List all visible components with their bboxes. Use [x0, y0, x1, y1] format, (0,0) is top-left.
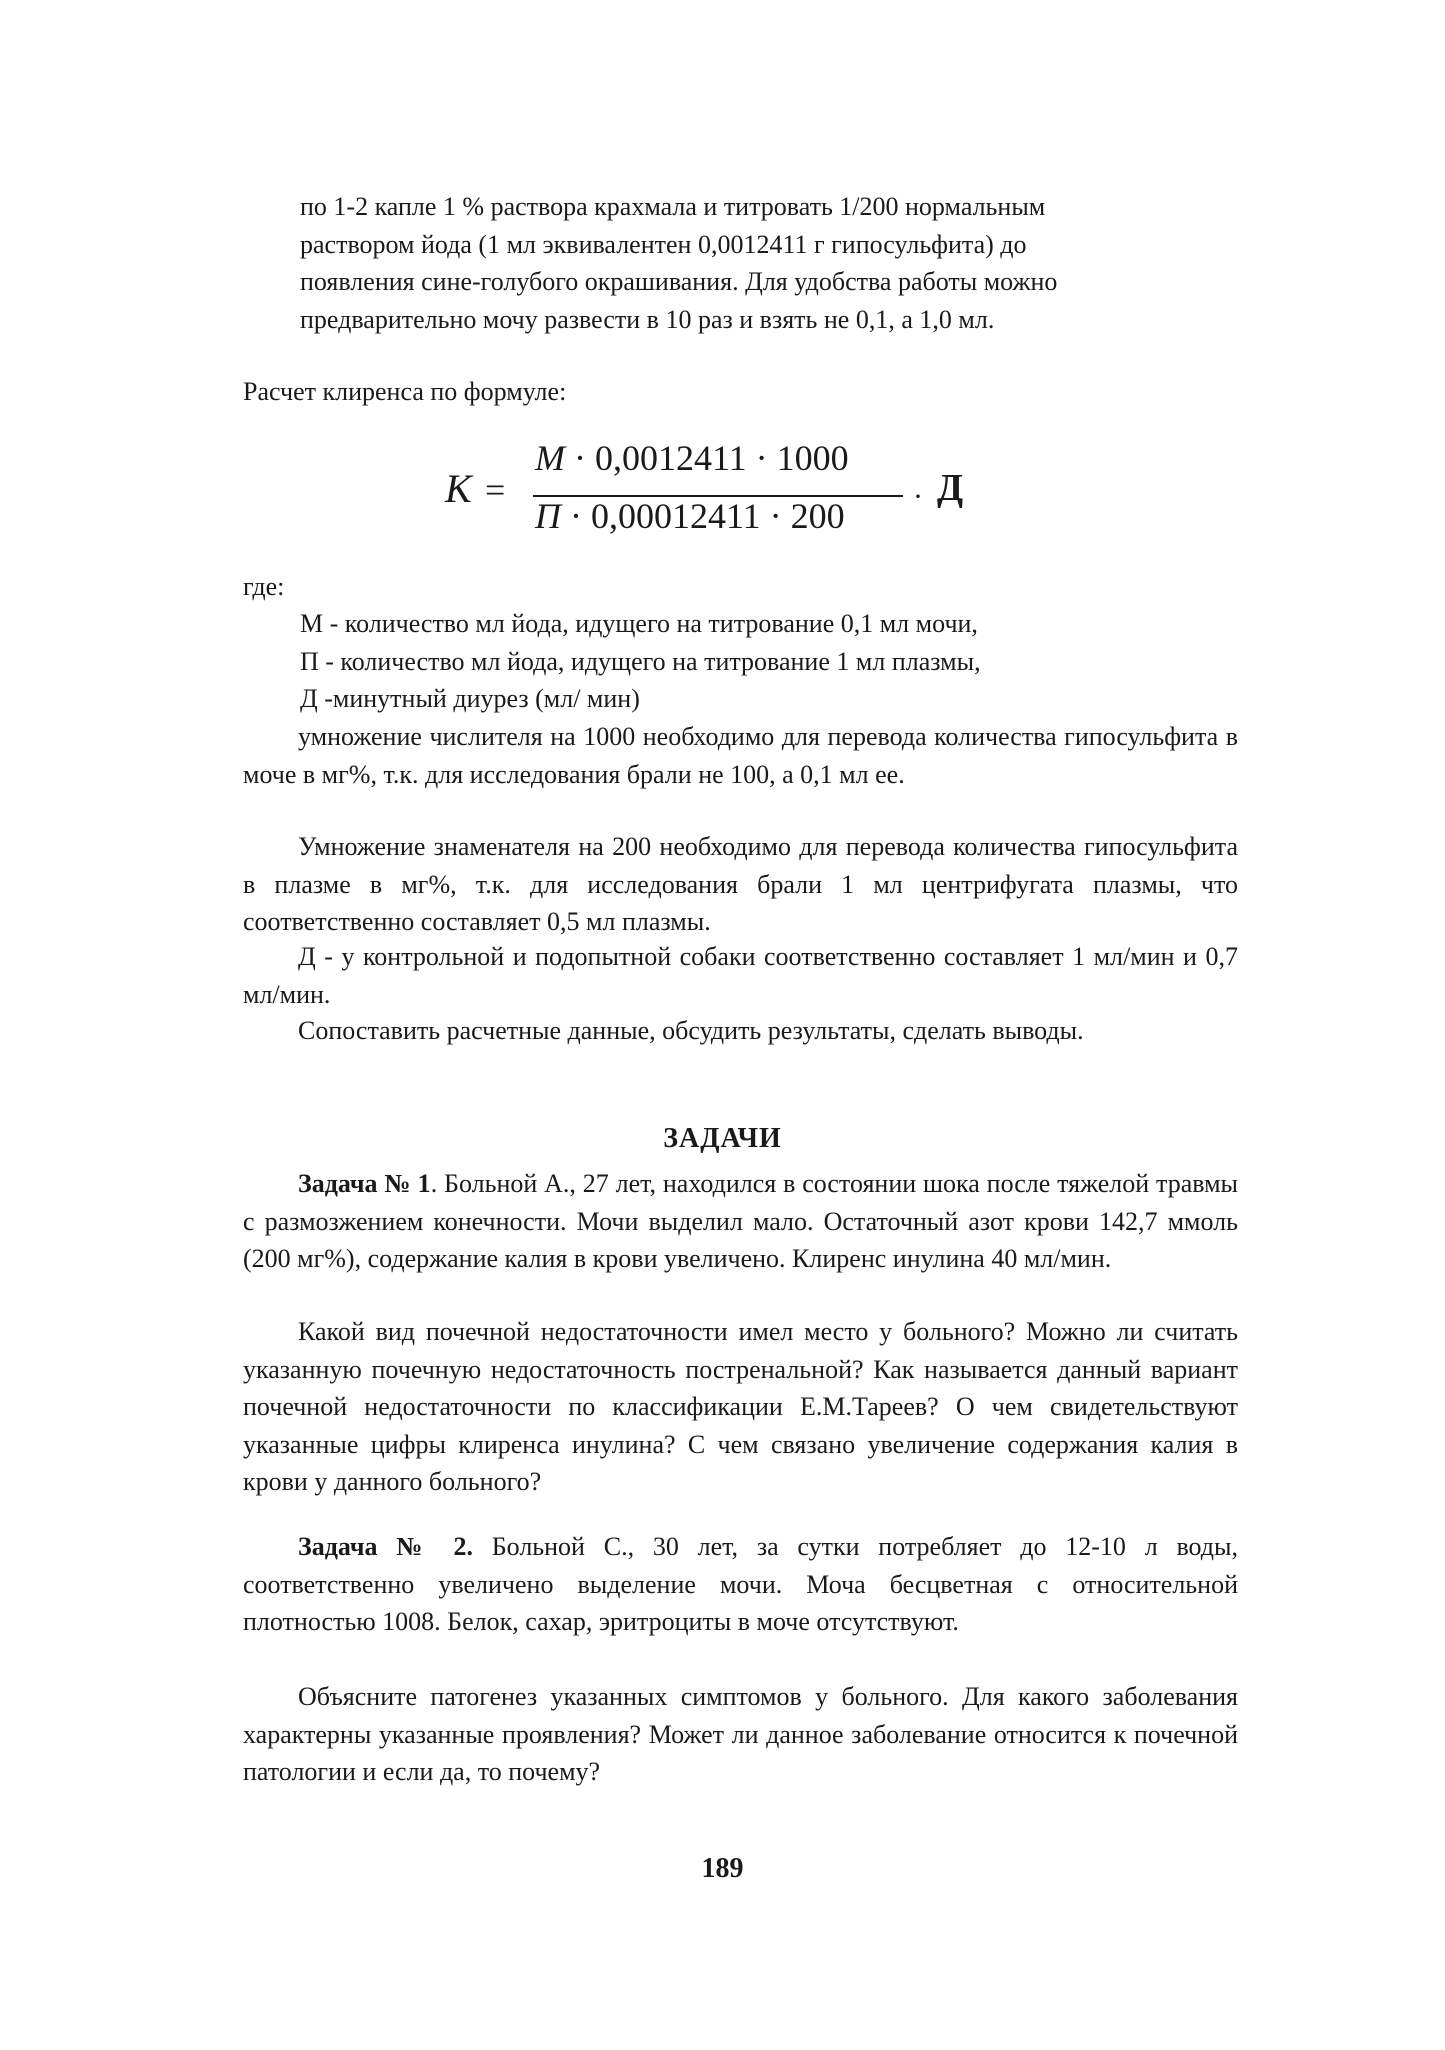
text-line: по 1-2 капле 1 % раствора крахмала и титровать 1/200 нормальным	[300, 192, 1046, 221]
formula-lhs: К	[445, 466, 472, 511]
note-paragraph: Д - у контрольной и подопытной собаки соответственно составляет 1 мл/мин и 0,7 мл/мин.	[243, 942, 1238, 1009]
formula-equals: =	[485, 470, 506, 510]
task-2-questions: Объясните патогенез указанных симптомов у больного. Для какого заболевания характерны указанные проявления? Может ли данное заболевание относится к почечной патологии и если да, то почему?	[243, 1682, 1238, 1786]
note-paragraph: умножение числителя на 1000 необходимо для перевода количества гипосульфита в моче в мг%, т.к. для исследования брали не 100, а 0,1 мл ее.	[243, 722, 1238, 789]
formula-numerator: М · 0,0012411 · 1000	[535, 438, 849, 478]
section-heading: ЗАДАЧИ	[663, 1123, 782, 1154]
text-line: предварительно мочу развести в 10 раз и взять не 0,1, а 1,0 мл.	[300, 304, 995, 334]
task-1-questions: Какой вид почечной недостаточности имел место у больного? Можно ли считать указанную почечную недостаточность постренальной? Как называется данный вариант почечной недостаточности по классификации Е.М.Тареев? О чем свидетельствуют указанные цифры клиренса инулина? С чем связано увеличение содержания калия в крови у данного больного?	[243, 1317, 1238, 1496]
task-2-paragraph: Задача № 2. Больной С., 30 лет, за сутки потребляет до 12-10 л воды, соответственно увеличено выделение мочи. Моча бесцветная с относительной плотностью 1008. Белок, сахар, эритроциты в моче отсутствуют.	[243, 1532, 1239, 1636]
continuation-paragraph	[300, 188, 1240, 338]
legend-item: М - количество мл йода, идущего на титрование 0,1 мл мочи,	[300, 609, 978, 638]
text-line: появления сине-голубого окрашивания. Для удобства работы можно	[300, 267, 1058, 296]
text-line: раствором йода (1 мл эквивалентен 0,0012411 г гипосульфита) до	[300, 229, 1027, 259]
task-2-label: Задача № 2.	[298, 1532, 473, 1561]
page-number: 189	[701, 1853, 744, 1884]
variable-legend	[300, 605, 1240, 718]
legend-item: П - количество мл йода, идущего на титрование 1 мл плазмы,	[300, 646, 981, 676]
note-paragraph: Сопоставить расчетные данные, обсудить результаты, сделать выводы.	[298, 1016, 1084, 1045]
task-1-label: Задача № 1	[298, 1169, 431, 1198]
formula-multiply: ·	[913, 480, 923, 513]
formula-denominator: П · 0,00012411 · 200	[535, 496, 845, 536]
note-paragraph: Умножение знаменателя на 200 необходимо для перевода количества гипосульфита в плазме в мг%, т.к. для исследования брали 1 мл центрифугата плазмы, что соответственно составляет 0,5 мл плазмы.	[243, 832, 1238, 936]
where-label: где:	[243, 572, 285, 601]
legend-item: Д -минутный диурез (мл/ мин)	[300, 684, 640, 713]
formula-diuresis: Д	[937, 467, 964, 509]
clearance-formula	[445, 440, 1005, 550]
task-1-paragraph: Задача № 1. Больной А., 27 лет, находился в состоянии шока после тяжелой травмы с размозжением конечности. Мочи выделил мало. Остаточный азот крови 142,7 ммоль (200 мг%), содержание калия в крови увеличено. Клиренс инулина 40 мл/мин.	[243, 1169, 1238, 1273]
formula-intro: Расчет клиренса по формуле:	[243, 377, 567, 406]
